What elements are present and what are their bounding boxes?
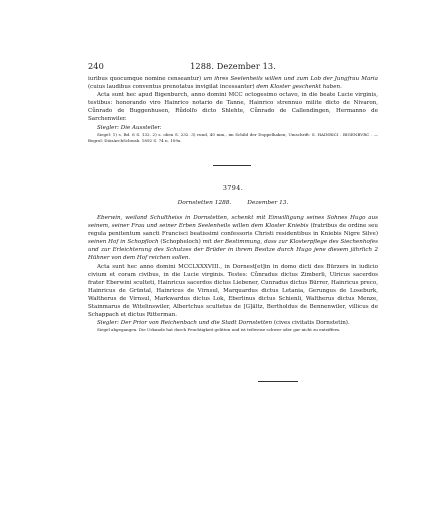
document-year: 1288. [214, 200, 232, 206]
italic-text-run: um ihres Seelenheils willen und zum Lob der Jungfrau Maria [203, 76, 378, 82]
text-run: . [340, 84, 342, 91]
document-number: 3794. [222, 184, 244, 192]
document-place: Dornstetten [177, 200, 213, 206]
document-heading [88, 200, 378, 206]
italic-text-run: dem Kloster geschenkt haben [256, 84, 341, 91]
top-section [88, 75, 378, 144]
top-seal-note: Siegel: 1) s. Bd. 6 S. 132. 2) s. oben S. 232. 3) rund, 40 mm., im Schild der Doppelhaken; Umschrift: S. HAINRICI . BIGENBVRC . — Begrol: DiözArchSchwab. 1892 S. 74 n. 109a. [88, 131, 378, 143]
text-run: (fratribus de ordine seu regula penitentum sancti Francisci beatissimi confessoris Christi residentibus in Kniebis Nigre Silve) [88, 223, 379, 238]
bottom-paragraph-2: Acta sunt hec anno domini MCCLXXXVIII., in Dornest[et]in in domo dicti des Bürzers in iudicio civium et coram civibus, in die Lucie virginis. Testes: Cůnradus dictus Zimberli, Ulricus sacerdos frater Eberwini sculteti, Hainricus sacerdos dictus Liebener, Cunradus dictus Bürrer, Hainricus preco, Hainricus de Grüntal, Hainricus de Virnsul, Marquardus dictus Letania, Gerungus de Loseburk, Waltherus de Virnsul, Markwardus dictus Lok, Eberlinus dictus Schienli, Waltherus dictus Menze, Stainmarus de Witelinswiler, Albertchus scultetus de [G]ältz, Bertholdus de Bennenwiler, villicus de Schappach et dictus Ritterman. [88, 263, 378, 319]
top-sealer-line [88, 124, 378, 132]
regest-paragraph [88, 214, 378, 263]
top-paragraph-1 [88, 75, 378, 91]
top-paragraph-2: Acta sunt hec apud Bigenburch, anno domini MCC octogesimo octavo, in die beate Lucie virginis, testibus: honorando viro Hainrico notario de Tanne, Hainrico strennuo milite dicto de Nivaron, Cůnrado de Buggenhusen, Růdolfo dicto Shlehte, Cůnrado de Callendingen, Hermanno de Sarchenwiler. [88, 92, 378, 123]
italic-text-run: Eberwin, weiland Schultheiss in Dornstetten, schenkt mit Einwilligung seines Sohnes Hugo aus seinem, seiner Frau und seiner Erben Seelenheils willen dem Kloster Kniebis [88, 215, 378, 230]
text-run: (cuius laudibus conventus prenotatus invigilat incessanter) [88, 84, 257, 91]
sealer-label: Siegler: [97, 124, 119, 131]
sealer-value: Der Prior von Reichenbach und die Stadt Dornstetten [120, 320, 273, 327]
page-number: 240 [88, 61, 104, 71]
italic-text-run: seinen Hof in Schopfloch [88, 239, 159, 246]
running-head-date: 1288. Dezember 13. [190, 61, 276, 71]
bottom-sealer-line [88, 319, 378, 327]
sealer-value: Die Aussteller. [120, 124, 162, 131]
italic-text-run: mit der Bestimmung, dass zur Klosterpflege des Siechenhofes und zur Erleichterung des Schutzes der Brüder in ihrem Besitze durch Hugo jene diesem jährlich 2 Hühner von dem Hof reichen sollen. [88, 239, 378, 262]
document-day: Dezember 13. [247, 200, 289, 206]
text-run: iuribus quocumque nomine censeantur) [88, 76, 204, 82]
bottom-section [88, 214, 378, 333]
sealer-tail: (cives civitatis Dornstetin). [272, 320, 350, 327]
running-head [88, 61, 378, 73]
bottom-seal-note: Siegel abgegangen. Die Urkunde hat durch Feuchtigkeit gelitten und ist teilweise schwer oder gar nicht zu entziffern. [97, 327, 341, 333]
text-run: (Schopheloch) [158, 239, 203, 246]
end-divider [258, 381, 298, 382]
section-divider [213, 165, 251, 166]
sealer-label: Siegler: [97, 320, 119, 327]
